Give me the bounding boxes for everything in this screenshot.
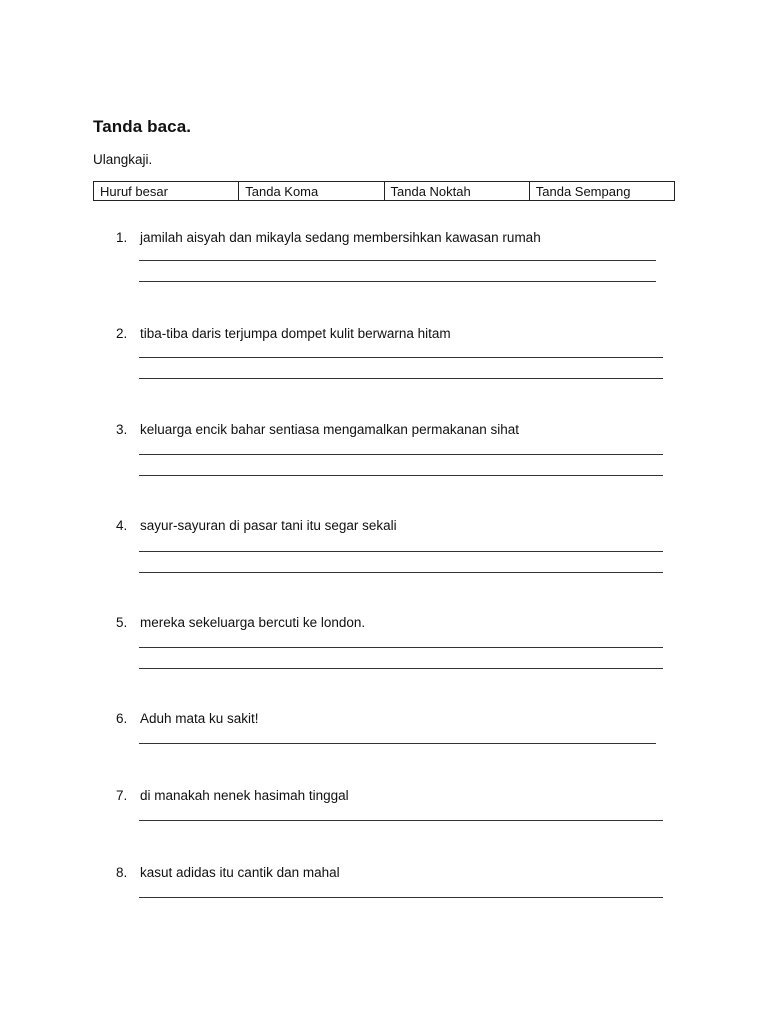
answer-line[interactable] — [139, 820, 663, 821]
answer-line[interactable] — [139, 454, 663, 455]
question-number: 4. — [116, 518, 128, 533]
question-text: keluarga encik bahar sentiasa mengamalkan permakanan sihat — [140, 422, 519, 437]
table-cell-tanda-sempang: Tanda Sempang — [529, 182, 674, 201]
question-text: sayur-sayuran di pasar tani itu segar sekali — [140, 518, 397, 533]
answer-line[interactable] — [139, 357, 663, 358]
table-cell-huruf-besar: Huruf besar — [94, 182, 239, 201]
worksheet-title: Tanda baca. — [93, 117, 192, 136]
question-text: kasut adidas itu cantik dan mahal — [140, 865, 340, 880]
question-number: 6. — [116, 711, 128, 726]
answer-line[interactable] — [139, 897, 663, 898]
question-text: tiba-tiba daris terjumpa dompet kulit berwarna hitam — [140, 326, 451, 341]
question-text: Aduh mata ku sakit! — [140, 711, 259, 726]
answer-line[interactable] — [139, 260, 656, 261]
answer-line[interactable] — [139, 668, 663, 669]
table-cell-tanda-noktah: Tanda Noktah — [384, 182, 529, 201]
answer-line[interactable] — [139, 743, 656, 744]
question-number: 5. — [116, 615, 128, 630]
question-number: 7. — [116, 788, 128, 803]
answer-line[interactable] — [139, 475, 663, 476]
table-cell-tanda-koma: Tanda Koma — [239, 182, 384, 201]
question-number: 3. — [116, 422, 128, 437]
answer-line[interactable] — [139, 281, 656, 282]
question-number: 1. — [116, 230, 128, 245]
punctuation-reference-table — [93, 181, 675, 201]
answer-line[interactable] — [139, 551, 663, 552]
worksheet-subtitle: Ulangkaji. — [93, 152, 153, 167]
question-number: 8. — [116, 865, 128, 880]
question-text: di manakah nenek hasimah tinggal — [140, 788, 349, 803]
question-text: jamilah aisyah dan mikayla sedang membersihkan kawasan rumah — [140, 230, 541, 245]
table-row — [94, 182, 675, 201]
answer-line[interactable] — [139, 647, 663, 648]
question-text: mereka sekeluarga bercuti ke london. — [140, 615, 366, 630]
answer-line[interactable] — [139, 572, 663, 573]
answer-line[interactable] — [139, 378, 663, 379]
question-number: 2. — [116, 326, 128, 341]
